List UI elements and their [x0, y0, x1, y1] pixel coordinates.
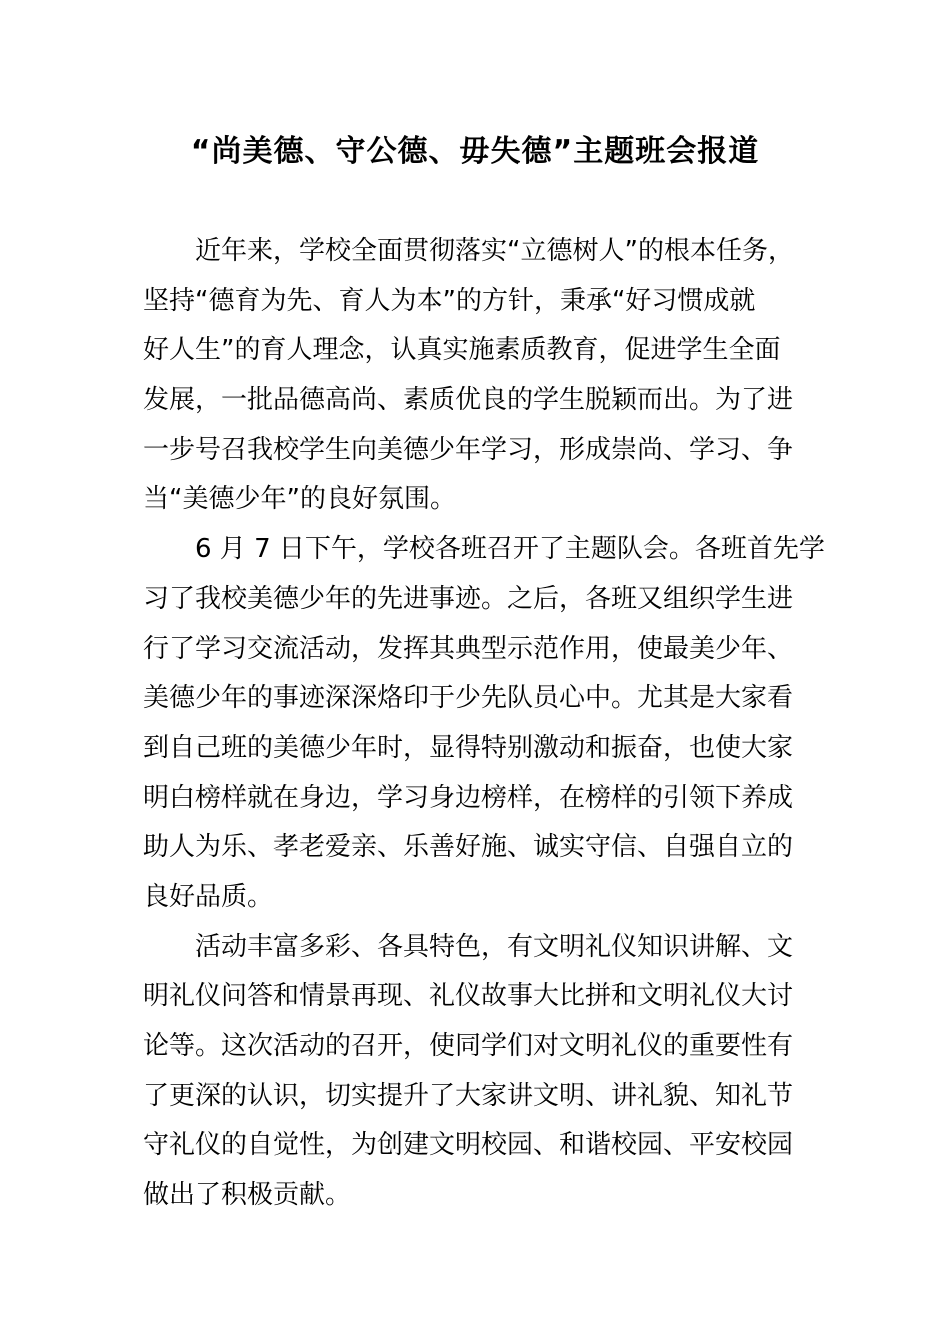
paragraph-1-line-6: 当“美德少年”的良好氛围。: [143, 484, 456, 515]
paragraph-2-line-4: 美德少年的事迹深深烙印于少先队员心中。尤其是大家看: [143, 683, 794, 714]
paragraph-2-line-8: 良好品质。: [143, 881, 274, 912]
paragraph-2-line-3: 行了学习交流活动，发挥其典型示范作用，使最美少年、: [143, 633, 794, 664]
paragraph-3-line-4: 了更深的认识，切实提升了大家讲文明、讲礼貌、知礼节: [143, 1080, 794, 1111]
paragraph-3-line-5: 守礼仪的自觉性，为创建文明校园、和谐校园、平安校园: [143, 1130, 794, 1161]
paragraph-3-line-6: 做出了积极贡献。: [143, 1180, 352, 1211]
paragraph-3-line-1: 活动丰富多彩、各具特色，有文明礼仪知识讲解、文: [195, 931, 794, 962]
paragraph-2-line-6: 明白榜样就在身边，学习身边榜样，在榜样的引领下养成: [143, 782, 794, 813]
paragraph-3-line-2: 明礼仪问答和情景再现、礼仪故事大比拼和文明礼仪大讨: [143, 981, 794, 1012]
paragraph-1-line-1: 近年来，学校全面贯彻落实“立德树人”的根本任务，: [195, 236, 794, 266]
document-title: “尚美德、守公德、毋失德”主题班会报道: [190, 134, 760, 169]
paragraph-2-line-7: 助人为乐、孝老爱亲、乐善好施、诚实守信、自强自立的: [143, 832, 794, 863]
paragraph-2-line-5: 到自己班的美德少年时，显得特别激动和振奋，也使大家: [143, 732, 794, 763]
paragraph-1-line-5: 一步号召我校学生向美德少年学习，形成崇尚、学习、争: [143, 434, 794, 465]
document-body: [143, 227, 833, 1221]
paragraph-2-line-2: 习了我校美德少年的先进事迹。之后，各班又组织学生进: [143, 583, 794, 614]
paragraph-1-line-4: 发展，一批品德高尚、素质优良的学生脱颖而出。为了进: [143, 385, 794, 416]
paragraph-3-line-3: 论等。这次活动的召开，使同学们对文明礼仪的重要性有: [143, 1031, 794, 1061]
paragraph-2-line-1: 6 月 7 日下午，学校各班召开了主题队会。各班首先学: [195, 534, 825, 565]
paragraph-1-line-2: 坚持“德育为先、育人为本”的方针，秉承“好习惯成就: [143, 285, 756, 316]
paragraph-1-line-3: 好人生”的育人理念，认真实施素质教育，促进学生全面: [143, 335, 781, 366]
